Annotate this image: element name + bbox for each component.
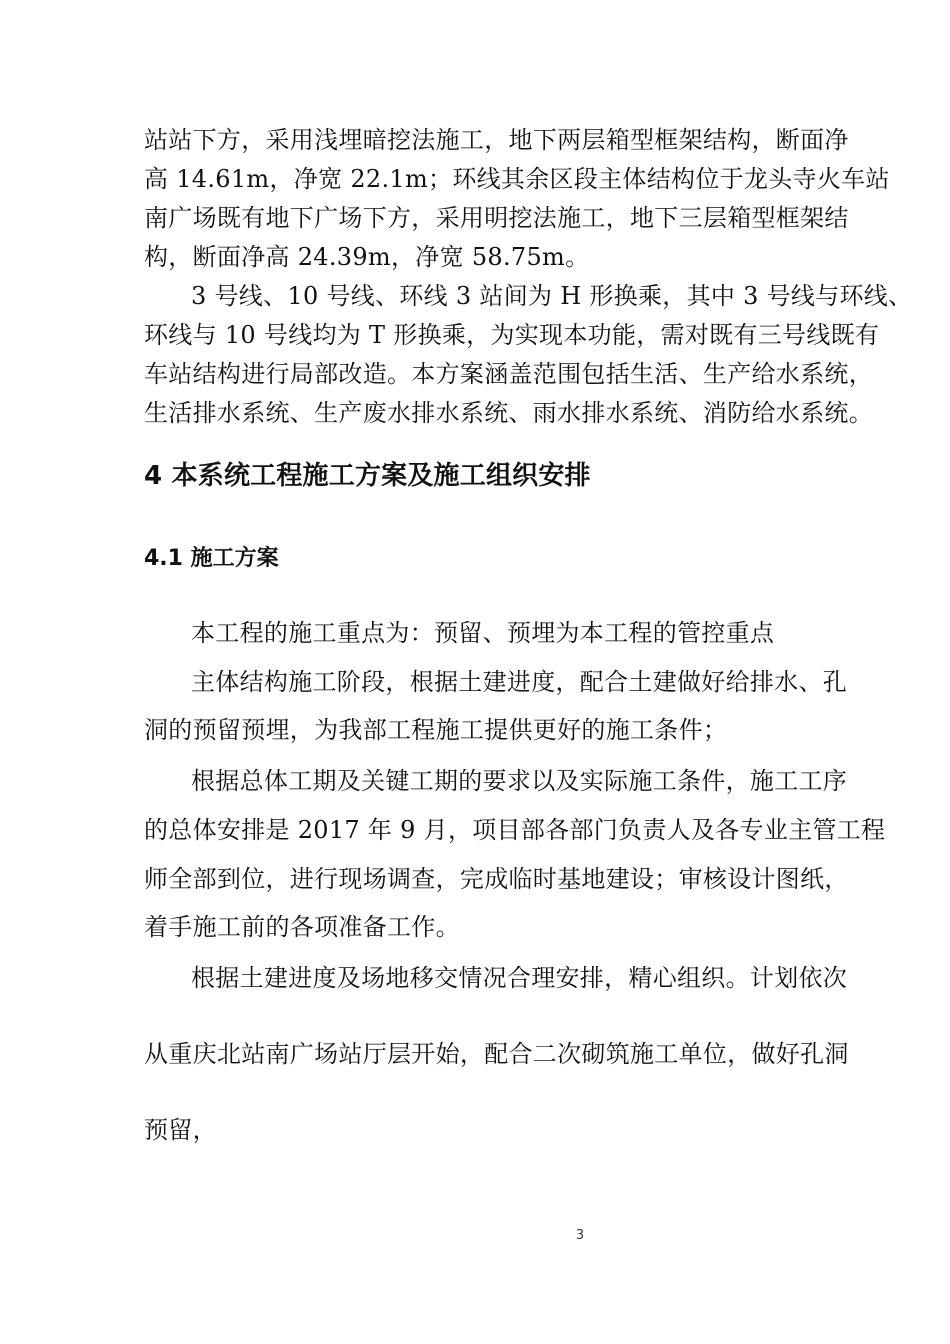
section-heading: 4 本系统工程施工方案及施工组织安排 <box>144 461 591 491</box>
text-line: 预留， <box>144 1116 217 1144</box>
text-line: 环线与 10 号线均为 T 形换乘，为实现本功能，需对既有三号线既有 <box>144 321 880 349</box>
text-line: 师全部到位，进行现场调查，完成临时基地建设；审核设计图纸， <box>144 865 849 893</box>
text-line: 南广场既有地下广场下方，采用明挖法施工，地下三层箱型框架结 <box>144 204 849 232</box>
subsection-heading: 4.1 施工方案 <box>144 546 279 571</box>
text-line: 着手施工前的各项准备工作。 <box>144 913 460 941</box>
text-line: 主体结构施工阶段，根据土建进度，配合土建做好给排水、孔 <box>191 668 848 696</box>
text-line: 构，断面净高 24.39m，净宽 58.75m。 <box>144 243 590 271</box>
text-line: 洞的预留预埋，为我部工程施工提供更好的施工条件； <box>144 716 728 744</box>
text-line: 站站下方，采用浅埋暗挖法施工，地下两层箱型框架结构，断面净 <box>144 126 849 154</box>
page-number: 3 <box>575 1228 585 1243</box>
text-line: 车站结构进行局部改造。本方案涵盖范围包括生活、生产给水系统， <box>144 360 873 388</box>
text-line: 根据总体工期及关键工期的要求以及实际施工条件，施工工序 <box>191 767 848 795</box>
text-line: 根据土建进度及场地移交情况合理安排，精心组织。计划依次 <box>191 964 848 992</box>
text-line: 从重庆北站南广场站厅层开始，配合二次砌筑施工单位，做好孔洞 <box>144 1040 849 1068</box>
text-line: 3 号线、10 号线、环线 3 站间为 H 形换乘，其中 3 号线与环线、 <box>191 282 913 310</box>
text-line: 本工程的施工重点为：预留、预埋为本工程的管控重点 <box>191 619 775 647</box>
text-line: 生活排水系统、生产废水排水系统、雨水排水系统、消防给水系统。 <box>144 399 873 427</box>
text-line: 的总体安排是 2017 年 9 月，项目部各部门负责人及各专业主管工程 <box>144 816 886 844</box>
text-line: 高 14.61m，净宽 22.1m；环线其余区段主体结构位于龙头寺火车站 <box>144 165 890 193</box>
